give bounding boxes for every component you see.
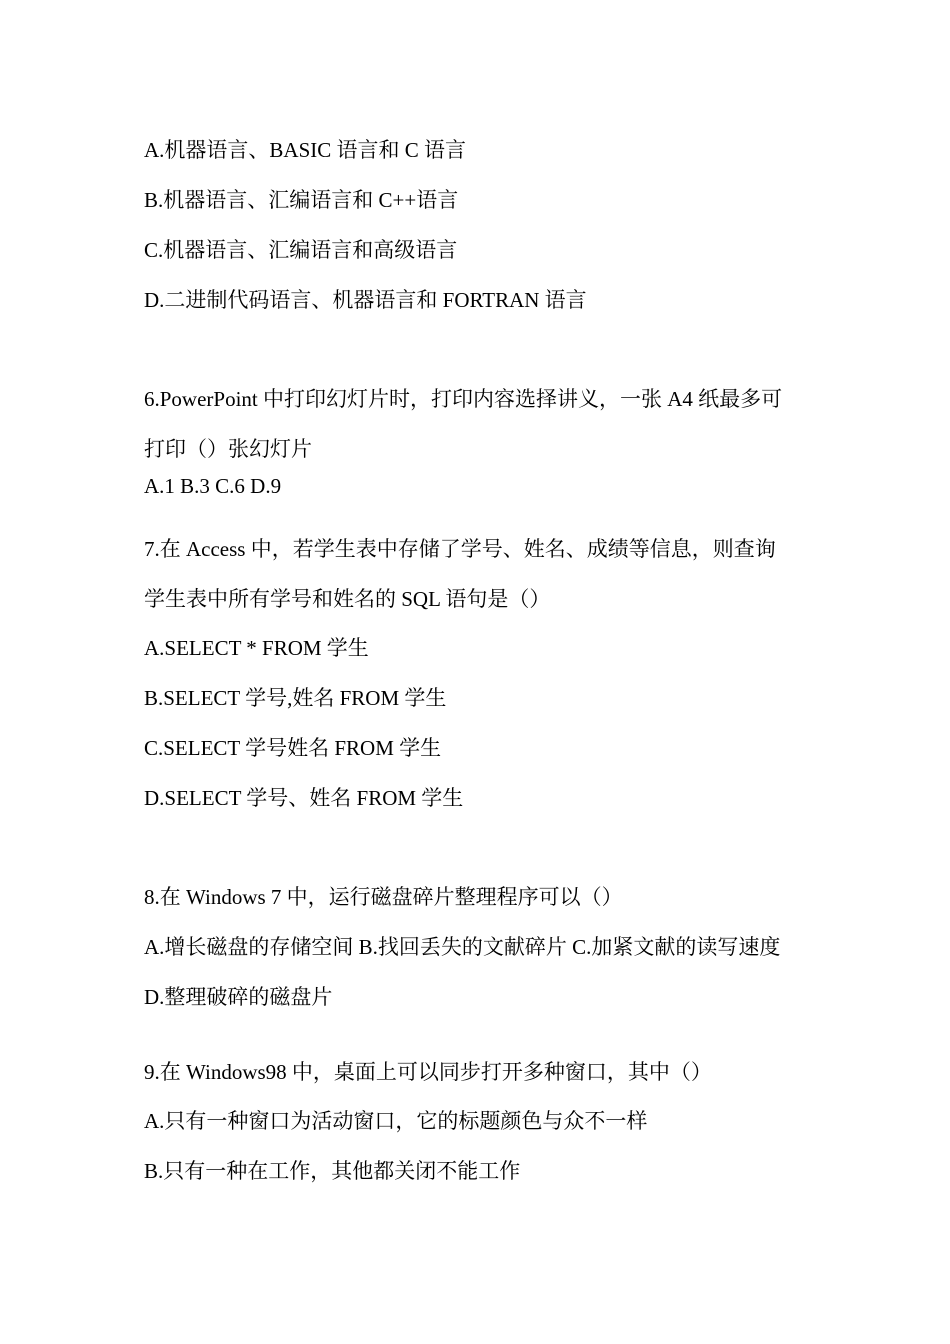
q7-stem-line1: 7.在 Access 中，若学生表中存储了学号、姓名、成绩等信息，则查询 <box>144 537 776 561</box>
q9-option-a: A.只有一种窗口为活动窗口，它的标题颜色与众不一样 <box>144 1109 648 1133</box>
q7-option-b: B.SELECT 学号,姓名 FROM 学生 <box>144 686 447 710</box>
q8-stem: 8.在 Windows 7 中，运行磁盘碎片整理程序可以（） <box>144 885 623 909</box>
q5-option-b: B.机器语言、汇编语言和 C++语言 <box>144 188 459 212</box>
q9-option-b: B.只有一种在工作，其他都关闭不能工作 <box>144 1159 521 1183</box>
q8-options-line2: D.整理破碎的磁盘片 <box>144 985 333 1009</box>
q9-stem: 9.在 Windows98 中，桌面上可以同步打开多种窗口，其中（） <box>144 1060 712 1084</box>
q7-option-c: C.SELECT 学号姓名 FROM 学生 <box>144 736 442 760</box>
q5-option-c: C.机器语言、汇编语言和高级语言 <box>144 238 458 262</box>
q8-options-line1: A.增长磁盘的存储空间 B.找回丢失的文献碎片 C.加紧文献的读写速度 <box>144 935 781 959</box>
q5-option-d: D.二进制代码语言、机器语言和 FORTRAN 语言 <box>144 288 587 312</box>
q5-option-a: A.机器语言、BASIC 语言和 C 语言 <box>144 138 467 162</box>
q6-stem-line1: 6.PowerPoint 中打印幻灯片时，打印内容选择讲义，一张 A4 纸最多可 <box>144 387 783 411</box>
q6-stem-line2: 打印（）张幻灯片 <box>144 437 312 461</box>
q7-option-d: D.SELECT 学号、姓名 FROM 学生 <box>144 786 464 810</box>
q6-options: A.1 B.3 C.6 D.9 <box>144 474 282 498</box>
q7-option-a: A.SELECT * FROM 学生 <box>144 636 369 660</box>
q7-stem-line2: 学生表中所有学号和姓名的 SQL 语句是（） <box>144 587 551 611</box>
